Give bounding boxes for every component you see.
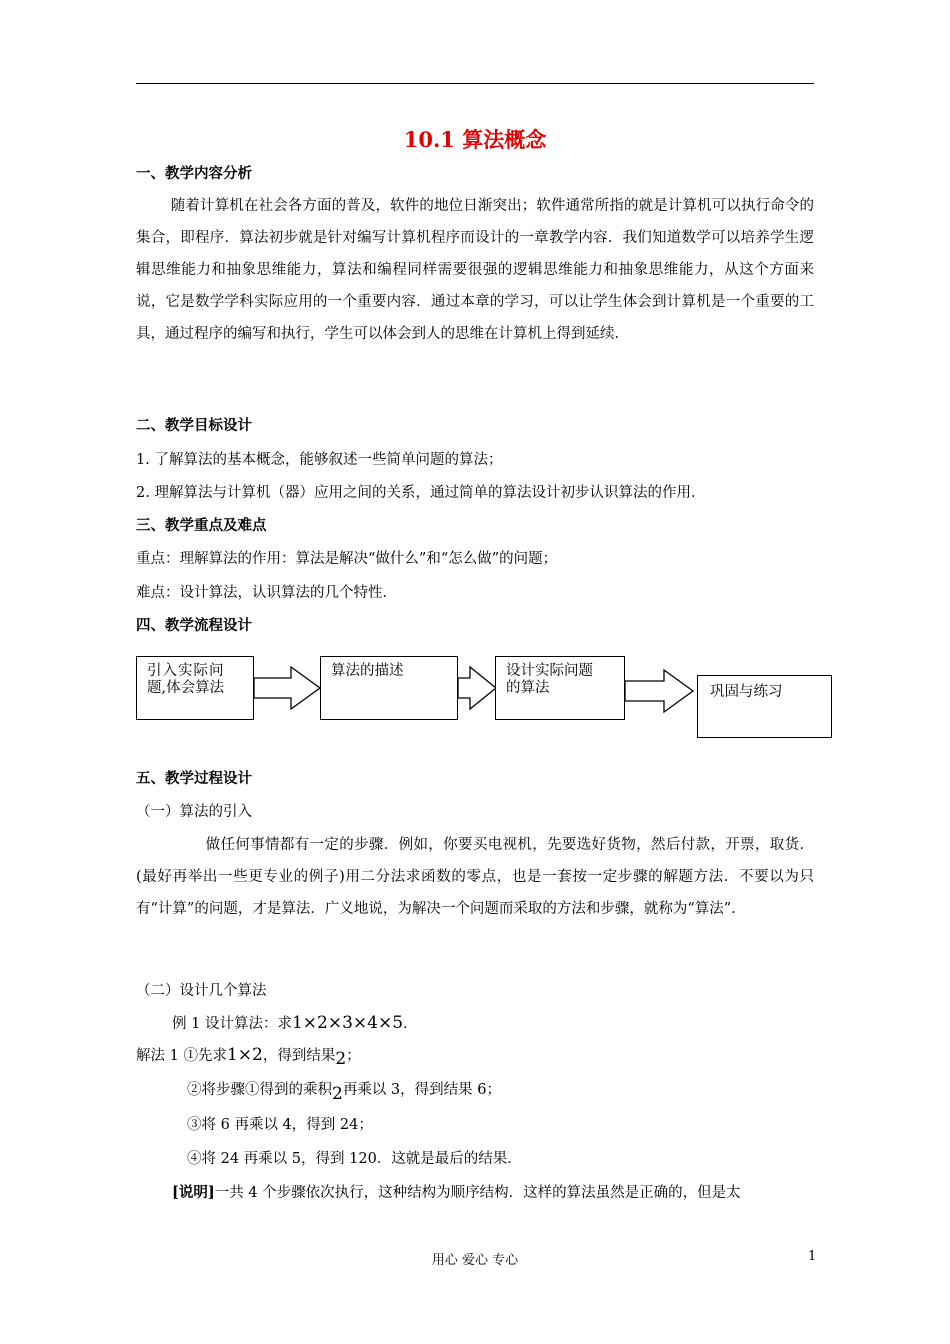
note-label: [说明] xyxy=(172,1184,215,1201)
flow-arrow-2 xyxy=(457,665,499,711)
difficult-point: 难点：设计算法，认识算法的几个特性． xyxy=(136,585,397,601)
subsection-1-paragraph: 做任何事情都有一定的步骤．例如，你要买电视机，先要选好货物，然后付款，开票，取货．(最好再举出一些更专业的例子)用二分法求函数的零点，也是一套按一定步骤的解题方法．不要以为只有“计算”的问题，才是算法．广义地说，为解决一个问题而采取的方法和步骤，就称为“算法”． xyxy=(136,837,814,917)
flow-box-1-line-2: 题,体会算法 xyxy=(147,680,225,696)
section-3-heading: 三、教学重点及难点 xyxy=(136,517,267,534)
subsection-1-heading: （一）算法的引入 xyxy=(136,804,252,820)
solution-label: 解法 1 ①先求 xyxy=(136,1048,227,1064)
flow-box-4 xyxy=(697,675,832,738)
solution-step-2-number: 2 xyxy=(332,1084,343,1104)
flow-arrow-3 xyxy=(624,668,696,714)
flow-box-1-line-1: 引入实际问 xyxy=(147,663,225,679)
example-1 xyxy=(172,1013,418,1034)
solution-step-2-b: 再乘以 3，得到结果 6； xyxy=(342,1082,501,1098)
solution-step-1-expression: 1×2 xyxy=(226,1045,263,1065)
example-1-label: 例 1 设计算法：求 xyxy=(172,1016,292,1032)
solution-step-2-a: ②将步骤①得到的乘积 xyxy=(187,1082,332,1098)
flow-box-2 xyxy=(320,656,458,720)
flow-box-3-line-1: 设计实际问题 xyxy=(506,663,593,679)
flow-box-3-line-2: 的算法 xyxy=(506,680,550,696)
solution-step-1 xyxy=(136,1045,361,1069)
section-2-heading: 二、教学目标设计 xyxy=(136,417,252,434)
subsection-2-heading: （二）设计几个算法 xyxy=(136,983,267,999)
note xyxy=(172,1183,741,1203)
example-1-expression: 1×2×3×4×5 xyxy=(291,1013,404,1033)
solution-step-1-mid: ，得到结果 xyxy=(262,1048,336,1064)
solution-step-4: ④将 24 再乘以 5，得到 120．这就是最后的结果． xyxy=(187,1151,522,1167)
page-title: 10.1 算法概念 xyxy=(403,127,547,152)
flow-box-4-label: 巩固与练习 xyxy=(710,684,783,700)
objective-item-1: 1. 了解算法的基本概念，能够叙述一些简单问题的算法； xyxy=(136,452,503,468)
header-rule xyxy=(136,83,814,84)
page-number: 1 xyxy=(808,1249,817,1264)
note-text: 一共 4 个步骤依次执行，这种结构为顺序结构．这样的算法虽然是正确的，但是太 xyxy=(214,1185,741,1201)
solution-step-2 xyxy=(187,1079,501,1104)
flow-box-3 xyxy=(495,656,625,720)
section-1-heading: 一、教学内容分析 xyxy=(136,165,252,182)
key-point: 重点：理解算法的作用：算法是解决“做什么”和“怎么做”的问题； xyxy=(136,551,558,567)
solution-step-1-result: 2 xyxy=(335,1049,347,1069)
flow-box-1 xyxy=(136,656,254,720)
flow-arrow-1 xyxy=(253,665,323,711)
solution-step-1-end: ； xyxy=(346,1048,361,1064)
footer-text: 用心 爱心 专心 xyxy=(431,1253,519,1268)
objective-item-2: 2. 理解算法与计算机（器）应用之间的关系，通过简单的算法设计初步认识算法的作用． xyxy=(136,485,706,501)
example-1-end: ． xyxy=(403,1016,418,1032)
section-1-paragraph: 随着计算机在社会各方面的普及，软件的地位日渐突出；软件通常所指的就是计算机可以执行命令的集合，即程序．算法初步就是针对编写计算机程序而设计的一章教学内容．我们知道数学可以培养学生逻辑思维能力和抽象思维能力，算法和编程同样需要很强的逻辑思维能力和抽象思维能力，从这个方面来说，它是数学学科实际应用的一个重要内容．通过本章的学习，可以让学生体会到计算机是一个重要的工具，通过程序的编写和执行，学生可以体会到人的思维在计算机上得到延续． xyxy=(136,198,814,342)
flow-box-2-label: 算法的描述 xyxy=(331,663,404,679)
section-4-heading: 四、教学流程设计 xyxy=(136,617,252,634)
section-5-heading: 五、教学过程设计 xyxy=(136,770,252,787)
solution-step-3: ③将 6 再乘以 4，得到 24； xyxy=(187,1117,373,1133)
